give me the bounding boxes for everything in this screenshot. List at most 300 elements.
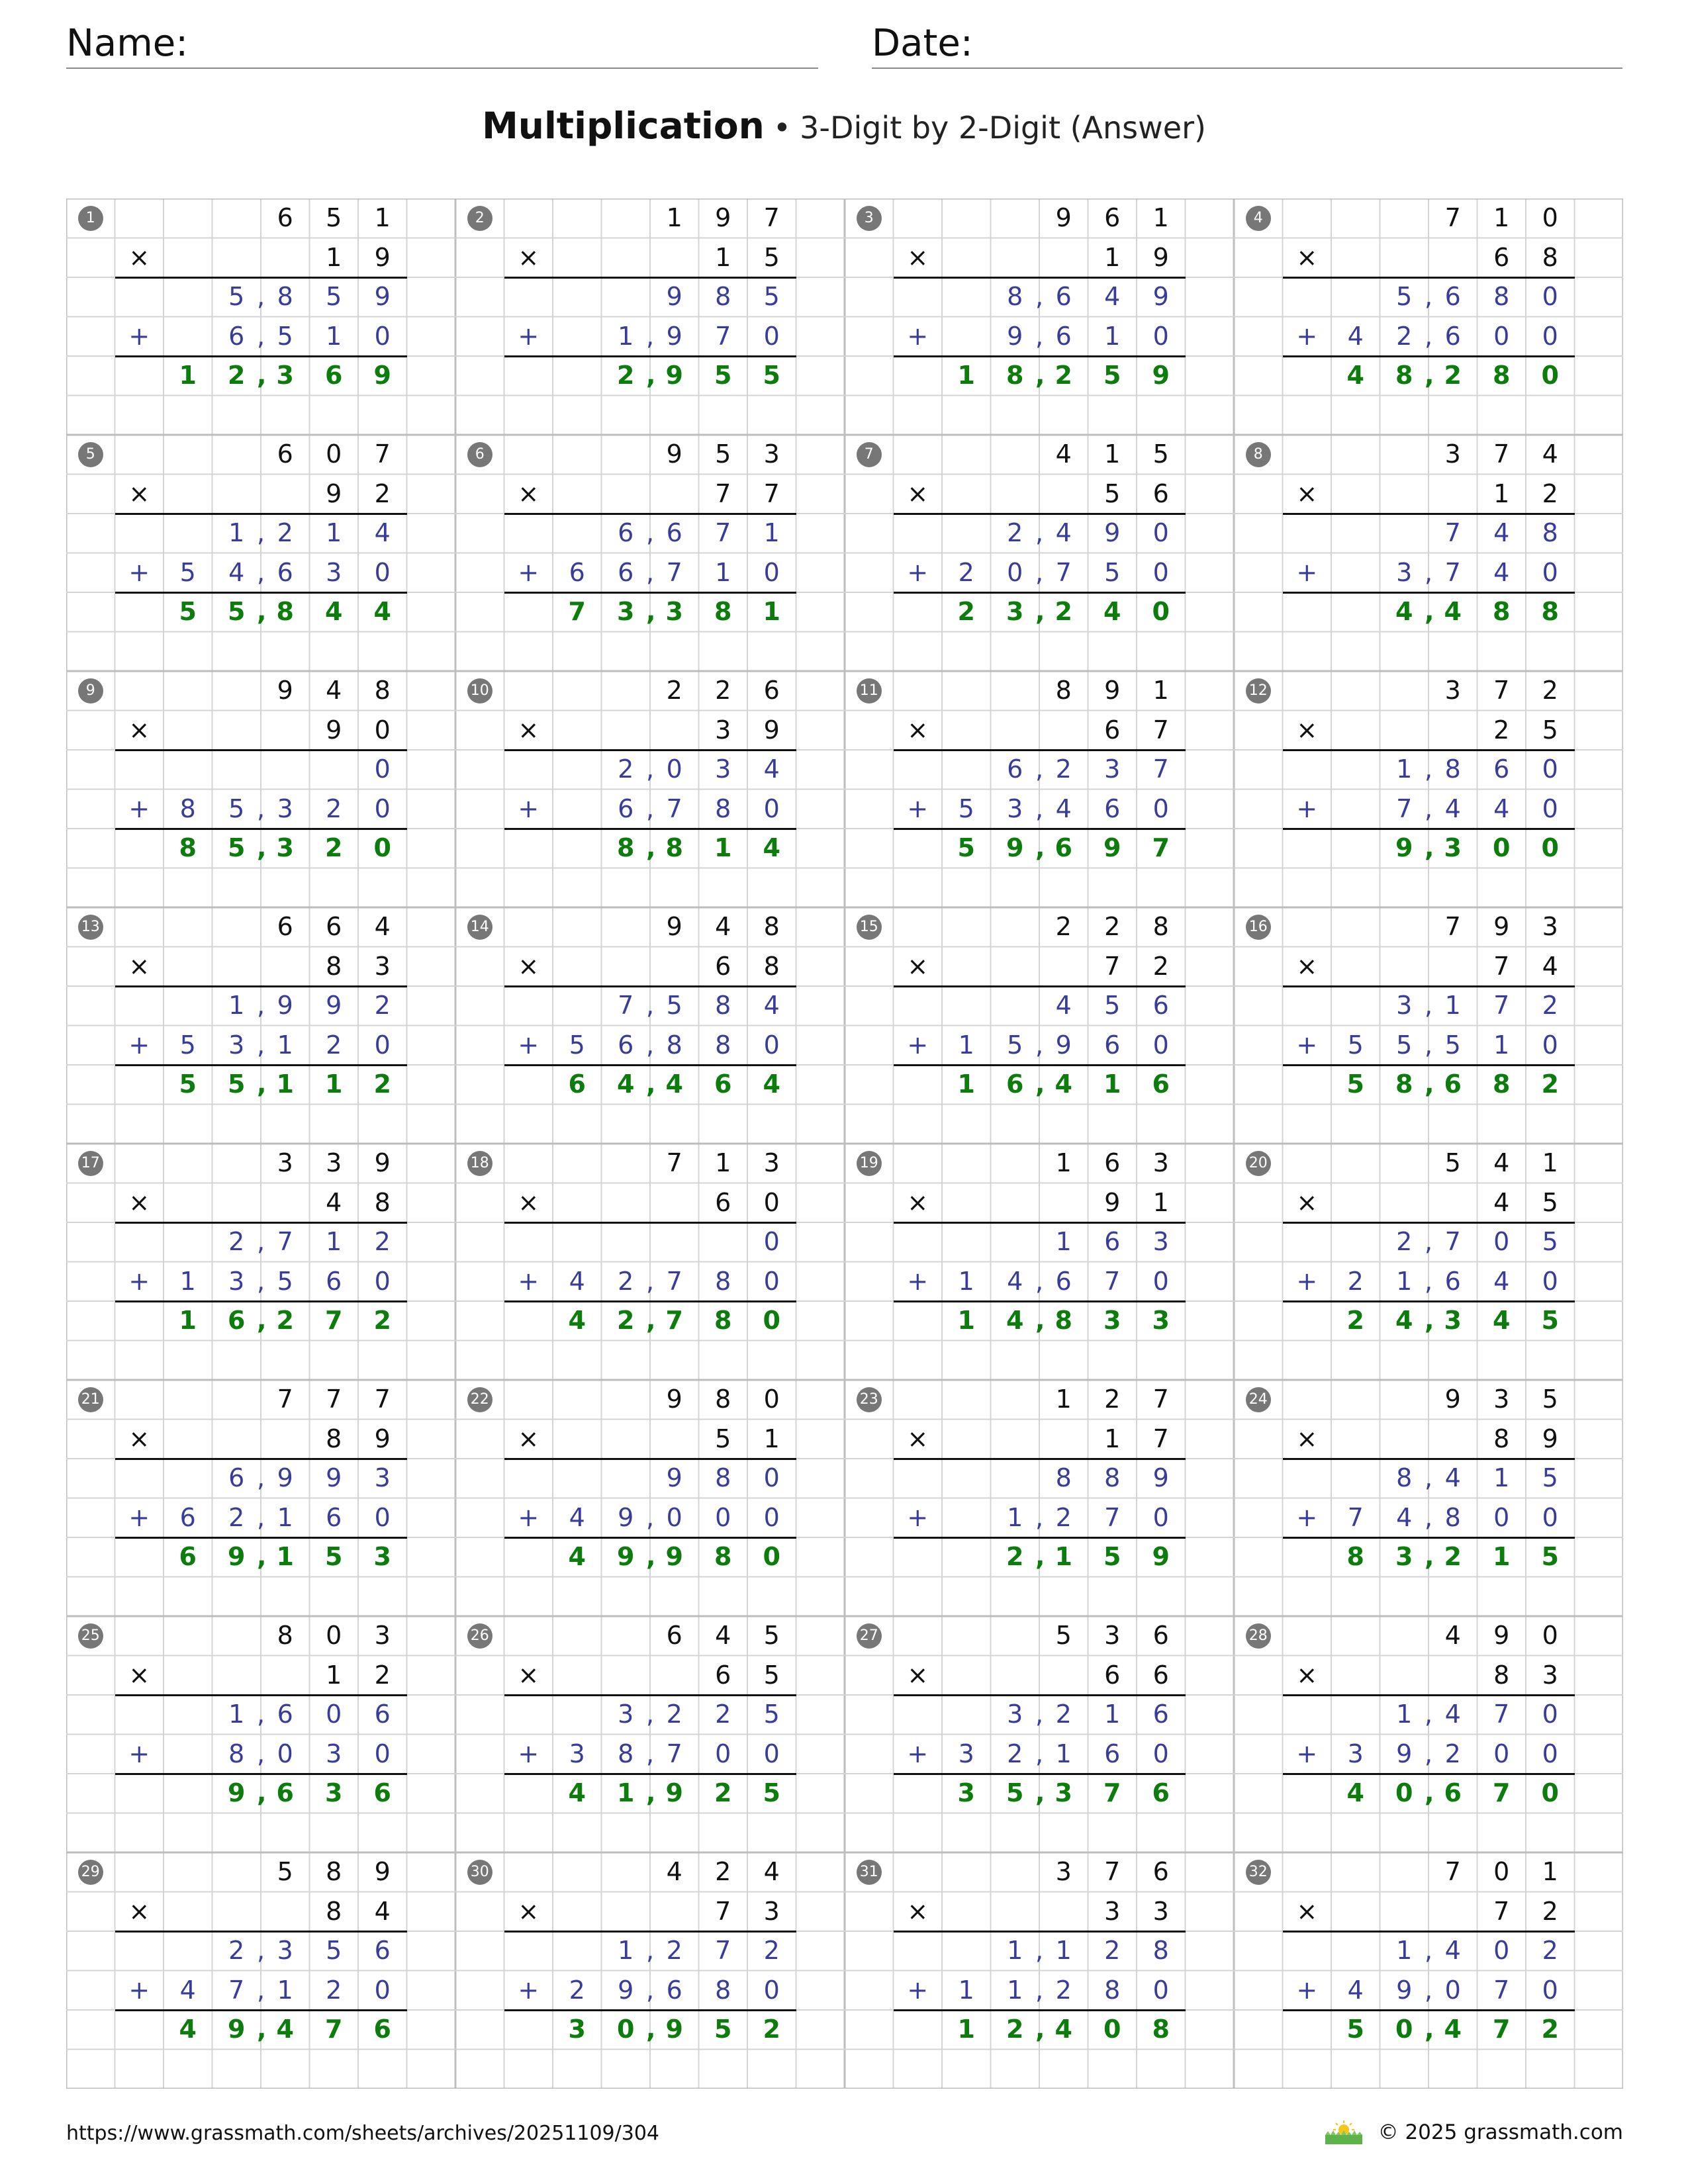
answer-digit: 8 [1346, 1542, 1364, 1571]
partial-product-2-digit: 0 [715, 1739, 731, 1768]
sum-rule-line [1283, 1537, 1575, 1539]
times-sign: × [128, 1187, 150, 1217]
multiplicand-digit: 6 [277, 203, 293, 232]
answer-digit: 6 [373, 2015, 391, 2044]
multiplier-digit: 7 [1104, 951, 1121, 981]
answer-digit: 5 [228, 833, 246, 862]
partial-product-1-digit: 0 [374, 754, 391, 784]
partial-product-1-digit: 8 [1104, 1463, 1121, 1492]
answer-digit: 4 [1103, 597, 1121, 626]
partial-product-1-digit: 3 [618, 1700, 634, 1729]
multiplicand-digit: 0 [326, 439, 342, 469]
plus-sign: + [907, 321, 929, 351]
partial-product-1-digit: 2 [618, 754, 634, 784]
problem-number-badge: 20 [1246, 1151, 1271, 1176]
answer-digit: 3 [276, 361, 294, 390]
times-sign: × [907, 1896, 929, 1926]
answer-digit: 6 [228, 1306, 246, 1335]
partial-product-2-digit: 4 [1347, 321, 1364, 351]
partial-product-2-digit: 0 [374, 1975, 391, 2005]
multiplicand-digit: 1 [1152, 203, 1169, 232]
partial-product-2-digit: 5 [1396, 1030, 1413, 1060]
answer-digit: 5 [714, 361, 732, 390]
partial-product-2-digit: 0 [277, 1739, 293, 1768]
problem-number-badge: 15 [857, 915, 882, 940]
partial-product-2-digit: 8 [228, 1739, 245, 1768]
partial-product-1-comma: , [1425, 1463, 1433, 1492]
partial-product-2-comma: , [1425, 1975, 1433, 2005]
plus-sign: + [907, 1266, 929, 1296]
problem-number-badge: 13 [78, 915, 103, 940]
answer-comma: , [646, 1542, 656, 1571]
partial-product-2-digit: 0 [1152, 1975, 1169, 2005]
times-sign: × [128, 478, 150, 508]
answer-comma: , [257, 1069, 267, 1099]
multiplier-digit: 6 [715, 951, 731, 981]
answer-digit: 2 [1541, 2015, 1559, 2044]
answer-digit: 0 [763, 1542, 780, 1571]
multiplier-digit: 7 [715, 1896, 731, 1926]
partial-product-2-digit: 4 [1493, 557, 1510, 587]
problem-number-badge: 25 [78, 1623, 103, 1649]
answer-digit: 1 [957, 1306, 975, 1335]
plus-sign: + [1296, 1266, 1318, 1296]
answer-digit: 7 [1493, 1778, 1511, 1807]
answer-digit: 2 [1006, 2015, 1024, 2044]
answer-digit: 8 [1006, 361, 1024, 390]
partial-product-2-digit: 2 [1396, 321, 1413, 351]
sum-rule-line [504, 828, 796, 830]
answer-digit: 6 [1055, 833, 1072, 862]
partial-product-2-digit: 7 [1104, 1502, 1121, 1532]
plus-sign: + [128, 794, 150, 823]
answer-comma: , [646, 1778, 656, 1807]
multiplicand-digit: 1 [666, 203, 682, 232]
plus-sign: + [518, 794, 539, 823]
times-sign: × [518, 1424, 539, 1453]
multiplicand-digit: 7 [277, 1385, 293, 1414]
name-field[interactable] [66, 24, 818, 69]
partial-product-1-digit: 5 [228, 282, 245, 311]
answer-digit: 1 [763, 597, 780, 626]
sum-rule-line [115, 985, 407, 987]
multiplier-digit: 2 [1152, 951, 1169, 981]
partial-product-2-digit: 7 [228, 1975, 245, 2005]
answer-digit: 4 [665, 1069, 683, 1099]
sum-rule-line [115, 277, 407, 279]
multiplicand-digit: 2 [666, 676, 682, 705]
partial-product-2-digit: 3 [326, 557, 342, 587]
problem-number-badge: 31 [857, 1860, 882, 1885]
multiplicand-digit: 8 [277, 1621, 293, 1650]
partial-product-1-digit: 7 [1493, 1700, 1510, 1729]
partial-product-2-digit: 0 [374, 557, 391, 587]
answer-digit: 6 [1444, 1778, 1462, 1807]
partial-product-2-digit: 3 [1007, 794, 1023, 823]
partial-product-1-digit: 9 [1152, 1463, 1169, 1492]
sum-rule-line [1283, 1694, 1575, 1696]
partial-product-2-digit: 6 [1444, 1266, 1461, 1296]
partial-product-2-digit: 0 [1152, 1739, 1169, 1768]
partial-product-2-comma: , [1035, 1502, 1044, 1532]
answer-digit: 4 [1006, 1306, 1024, 1335]
partial-product-1-digit: 2 [277, 518, 293, 547]
partial-product-1-comma: , [1035, 518, 1044, 547]
partial-product-2-digit: 0 [1542, 1739, 1558, 1768]
plus-sign: + [128, 1030, 150, 1060]
partial-product-1-comma: , [257, 991, 265, 1020]
problem-number-badge: 12 [1246, 678, 1271, 704]
partial-product-2-comma: , [646, 1030, 655, 1060]
plus-sign: + [518, 1739, 539, 1768]
partial-product-1-comma: , [1425, 754, 1433, 784]
multiplicand-digit: 9 [666, 912, 682, 941]
partial-product-1-digit: 1 [1493, 1463, 1510, 1492]
multiplicand-digit: 9 [277, 676, 293, 705]
multiplicand-digit: 5 [326, 203, 342, 232]
partial-product-1-digit: 7 [1444, 1227, 1461, 1256]
partial-product-1-digit: 8 [1007, 282, 1023, 311]
answer-digit: 4 [1444, 2015, 1462, 2044]
plus-sign: + [518, 1030, 539, 1060]
partial-product-1-digit: 9 [666, 1463, 682, 1492]
partial-product-1-digit: 0 [763, 1463, 780, 1492]
multiplier-digit: 8 [1542, 242, 1558, 272]
date-field[interactable] [872, 24, 1622, 69]
partial-product-2-digit: 7 [666, 794, 682, 823]
answer-digit: 4 [617, 1069, 635, 1099]
multiplier-digit: 6 [1104, 715, 1121, 745]
partial-product-2-comma: , [1035, 1975, 1044, 2005]
answer-digit: 4 [568, 1306, 586, 1335]
multiplier-digit: 8 [1493, 1424, 1510, 1453]
sum-rule-line [894, 1300, 1186, 1302]
answer-digit: 9 [1152, 361, 1170, 390]
sum-rule-line [1283, 1773, 1575, 1775]
partial-product-1-digit: 2 [666, 1700, 682, 1729]
partial-product-1-digit: 8 [715, 282, 731, 311]
answer-digit: 5 [1103, 361, 1121, 390]
answer-comma: , [1425, 1306, 1434, 1335]
partial-product-2-digit: 9 [1396, 1739, 1413, 1768]
partial-product-1-digit: 8 [1493, 282, 1510, 311]
problem-number-badge: 18 [467, 1151, 492, 1176]
partial-product-2-digit: 2 [326, 794, 342, 823]
answer-digit: 3 [373, 1542, 391, 1571]
answer-digit: 0 [1541, 833, 1559, 862]
plus-sign: + [1296, 794, 1318, 823]
partial-product-2-digit: 5 [958, 794, 974, 823]
partial-product-2-digit: 7 [666, 1266, 682, 1296]
multiplicand-digit: 0 [1542, 203, 1558, 232]
partial-product-1-digit: 2 [1055, 1700, 1072, 1729]
multiplicand-digit: 9 [1493, 912, 1510, 941]
multiplicand-digit: 1 [715, 1148, 731, 1177]
answer-digit: 0 [1395, 2015, 1413, 2044]
partial-product-2-digit: 0 [715, 1502, 731, 1532]
partial-product-1-comma: , [646, 1936, 655, 1965]
partial-product-1-digit: 1 [228, 518, 245, 547]
partial-product-2-digit: 0 [1152, 321, 1169, 351]
partial-product-2-digit: 4 [1396, 1502, 1413, 1532]
answer-digit: 8 [1055, 1306, 1072, 1335]
partial-product-1-digit: 3 [1396, 991, 1413, 1020]
multiplicand-digit: 2 [1542, 676, 1558, 705]
multiplier-digit: 3 [1152, 1896, 1169, 1926]
problem-number-badge: 28 [1246, 1623, 1271, 1649]
plus-sign: + [907, 1975, 929, 2005]
problem-number-badge: 7 [857, 442, 882, 467]
partial-product-2-comma: , [646, 794, 655, 823]
multiplicand-digit: 6 [1104, 1148, 1121, 1177]
answer-comma: , [257, 1542, 267, 1571]
multiplicand-digit: 4 [666, 1857, 682, 1886]
partial-product-2-digit: 8 [1104, 1975, 1121, 2005]
partial-product-1-digit: 9 [1152, 282, 1169, 311]
partial-product-2-digit: 5 [228, 794, 245, 823]
answer-digit: 4 [1055, 2015, 1072, 2044]
multiplicand-digit: 3 [277, 1148, 293, 1177]
answer-digit: 8 [1493, 597, 1511, 626]
answer-comma: , [646, 361, 656, 390]
answer-digit: 9 [665, 1542, 683, 1571]
partial-product-2-digit: 0 [1007, 557, 1023, 587]
partial-product-1-digit: 2 [1007, 518, 1023, 547]
answer-comma: , [257, 1306, 267, 1335]
multiplicand-digit: 0 [763, 1385, 780, 1414]
partial-product-2-digit: 1 [277, 1030, 293, 1060]
partial-product-1-digit: 6 [1444, 282, 1461, 311]
answer-digit: 2 [617, 361, 635, 390]
answer-digit: 4 [276, 2015, 294, 2044]
answer-digit: 6 [1006, 1069, 1024, 1099]
plus-sign: + [907, 557, 929, 587]
answer-digit: 5 [1541, 1306, 1559, 1335]
answer-digit: 9 [665, 1778, 683, 1807]
multiplier-digit: 9 [1542, 1424, 1558, 1453]
partial-product-2-digit: 2 [1347, 1266, 1364, 1296]
multiplier-digit: 6 [715, 1660, 731, 1690]
partial-product-2-digit: 3 [228, 1266, 245, 1296]
sum-rule-line [1283, 1458, 1575, 1460]
partial-product-2-digit: 6 [569, 557, 585, 587]
partial-product-1-digit: 0 [1152, 518, 1169, 547]
answer-digit: 3 [1444, 833, 1462, 862]
partial-product-1-digit: 1 [1104, 1700, 1121, 1729]
partial-product-2-digit: 1 [715, 557, 731, 587]
partial-product-1-digit: 3 [1007, 1700, 1023, 1729]
partial-product-2-digit: 4 [1444, 794, 1461, 823]
partial-product-2-digit: 7 [1444, 557, 1461, 587]
answer-digit: 3 [1395, 1542, 1413, 1571]
multiplicand-digit: 5 [715, 439, 731, 469]
partial-product-2-digit: 6 [326, 1502, 342, 1532]
multiplicand-digit: 6 [1104, 203, 1121, 232]
partial-product-1-digit: 6 [1055, 282, 1072, 311]
partial-product-2-digit: 9 [1055, 1030, 1072, 1060]
partial-product-2-digit: 7 [666, 557, 682, 587]
sum-rule-line [894, 592, 1186, 594]
multiplicand-digit: 8 [1152, 912, 1169, 941]
multiplicand-digit: 6 [1152, 1857, 1169, 1886]
sum-rule-line [115, 1931, 407, 1933]
problem-number-badge: 3 [857, 206, 882, 231]
answer-digit: 9 [1152, 1542, 1170, 1571]
plus-sign: + [1296, 1502, 1318, 1532]
multiplier-digit: 1 [1104, 242, 1121, 272]
answer-digit: 1 [714, 833, 732, 862]
answer-digit: 4 [1395, 1306, 1413, 1335]
answer-digit: 8 [665, 833, 683, 862]
multiplicand-digit: 3 [1444, 676, 1461, 705]
partial-product-2-comma: , [1425, 321, 1433, 351]
partial-product-1-digit: 5 [1542, 1463, 1558, 1492]
partial-product-2-comma: , [257, 1030, 265, 1060]
problem-number-badge: 19 [857, 1151, 882, 1176]
sum-rule-line [894, 2009, 1186, 2011]
times-sign: × [128, 1660, 150, 1690]
answer-digit: 2 [1444, 1542, 1462, 1571]
sum-rule-line [894, 985, 1186, 987]
multiplicand-digit: 1 [374, 203, 391, 232]
plus-sign: + [518, 321, 539, 351]
partial-product-2-digit: 1 [326, 321, 342, 351]
answer-digit: 3 [665, 597, 683, 626]
partial-product-2-digit: 0 [1542, 1502, 1558, 1532]
multiplicand-digit: 1 [1542, 1857, 1558, 1886]
partial-product-2-digit: 6 [1104, 1030, 1121, 1060]
partial-product-1-digit: 8 [1055, 1463, 1072, 1492]
answer-digit: 4 [179, 2015, 197, 2044]
sum-rule-line [1283, 985, 1575, 987]
answer-digit: 2 [1055, 361, 1072, 390]
partial-product-2-comma: , [1425, 1502, 1433, 1532]
answer-comma: , [1035, 597, 1045, 626]
partial-product-1-digit: 1 [326, 1227, 342, 1256]
partial-product-1-comma: , [257, 1936, 265, 1965]
partial-product-2-digit: 3 [1347, 1739, 1364, 1768]
answer-digit: 0 [1395, 1778, 1413, 1807]
multiplicand-digit: 5 [1444, 1148, 1461, 1177]
answer-digit: 6 [276, 1778, 294, 1807]
answer-digit: 2 [1055, 597, 1072, 626]
multiplicand-digit: 4 [715, 1621, 731, 1650]
plus-sign: + [128, 1266, 150, 1296]
answer-digit: 3 [325, 1778, 343, 1807]
multiplier-digit: 7 [1152, 1424, 1169, 1453]
footer-url[interactable]: https://www.grassmath.com/sheets/archives/20251109/304 [66, 2122, 660, 2145]
footer-brand [1321, 2118, 1623, 2147]
multiplier-digit: 5 [1542, 1187, 1558, 1217]
answer-comma: , [1035, 833, 1045, 862]
partial-product-2-digit: 0 [763, 557, 780, 587]
multiplicand-digit: 6 [666, 1621, 682, 1650]
partial-product-2-comma: , [1035, 794, 1044, 823]
answer-digit: 6 [714, 1069, 732, 1099]
multiplicand-digit: 3 [1055, 1857, 1072, 1886]
partial-product-2-digit: 1 [277, 1975, 293, 2005]
partial-product-2-digit: 6 [1104, 794, 1121, 823]
partial-product-2-digit: 8 [179, 794, 196, 823]
partial-product-1-digit: 0 [763, 1227, 780, 1256]
sum-rule-line [115, 2009, 407, 2011]
sum-rule-line [504, 749, 796, 751]
sum-rule-line [1283, 749, 1575, 751]
multiplicand-digit: 4 [1542, 439, 1558, 469]
answer-digit: 0 [1103, 2015, 1121, 2044]
multiplier-digit: 2 [374, 1660, 391, 1690]
answer-digit: 8 [617, 833, 635, 862]
answer-digit: 9 [1006, 833, 1024, 862]
partial-product-2-comma: , [257, 1502, 265, 1532]
partial-product-2-digit: 6 [1444, 321, 1461, 351]
answer-digit: 3 [276, 833, 294, 862]
partial-product-2-digit: 1 [618, 321, 634, 351]
partial-product-2-digit: 0 [666, 1502, 682, 1532]
partial-product-1-digit: 0 [1493, 1936, 1510, 1965]
partial-product-2-digit: 0 [1493, 1739, 1510, 1768]
partial-product-2-digit: 2 [1444, 1739, 1461, 1768]
answer-digit: 5 [179, 597, 197, 626]
partial-product-2-digit: 1 [1007, 1975, 1023, 2005]
partial-product-2-digit: 2 [569, 1975, 585, 2005]
multiplicand-digit: 7 [374, 439, 391, 469]
partial-product-1-digit: 8 [715, 1463, 731, 1492]
multiplicand-digit: 4 [1055, 439, 1072, 469]
answer-digit: 7 [1493, 2015, 1511, 2044]
partial-product-1-digit: 8 [1542, 518, 1558, 547]
multiplicand-digit: 9 [374, 1148, 391, 1177]
partial-product-2-digit: 2 [618, 1266, 634, 1296]
problem-number-badge: 29 [78, 1860, 103, 1885]
partial-product-2-digit: 7 [1055, 557, 1072, 587]
multiplier-digit: 7 [1493, 1896, 1510, 1926]
partial-product-1-digit: 1 [1396, 754, 1413, 784]
multiplicand-digit: 4 [715, 912, 731, 941]
answer-digit: 2 [714, 1778, 732, 1807]
partial-product-1-digit: 0 [1542, 754, 1558, 784]
multiplier-digit: 9 [374, 1424, 391, 1453]
partial-product-1-digit: 1 [1007, 1936, 1023, 1965]
partial-product-1-digit: 9 [374, 282, 391, 311]
partial-product-2-comma: , [1035, 1739, 1044, 1768]
grass-sun-logo-icon [1321, 2118, 1366, 2147]
partial-product-1-digit: 1 [228, 991, 245, 1020]
partial-product-2-digit: 6 [618, 1030, 634, 1060]
partial-product-1-comma: , [1425, 282, 1433, 311]
partial-product-2-digit: 7 [1347, 1502, 1364, 1532]
answer-digit: 9 [1103, 833, 1121, 862]
partial-product-1-comma: , [1035, 1700, 1044, 1729]
partial-product-1-comma: , [1035, 1936, 1044, 1965]
answer-digit: 5 [1103, 1542, 1121, 1571]
answer-digit: 1 [957, 361, 975, 390]
partial-product-1-digit: 9 [277, 1463, 293, 1492]
sum-rule-line [504, 1773, 796, 1775]
multiplicand-digit: 2 [715, 676, 731, 705]
multiplicand-digit: 4 [1444, 1621, 1461, 1650]
problem-number-badge: 21 [78, 1387, 103, 1412]
answer-digit: 2 [957, 597, 975, 626]
answer-digit: 5 [1541, 1542, 1559, 1571]
answer-digit: 8 [714, 597, 732, 626]
multiplier-digit: 8 [326, 1424, 342, 1453]
partial-product-2-digit: 6 [228, 321, 245, 351]
partial-product-1-digit: 0 [1542, 282, 1558, 311]
sum-rule-line [894, 277, 1186, 279]
multiplier-digit: 3 [1542, 1660, 1558, 1690]
partial-product-1-comma: , [1035, 754, 1044, 784]
